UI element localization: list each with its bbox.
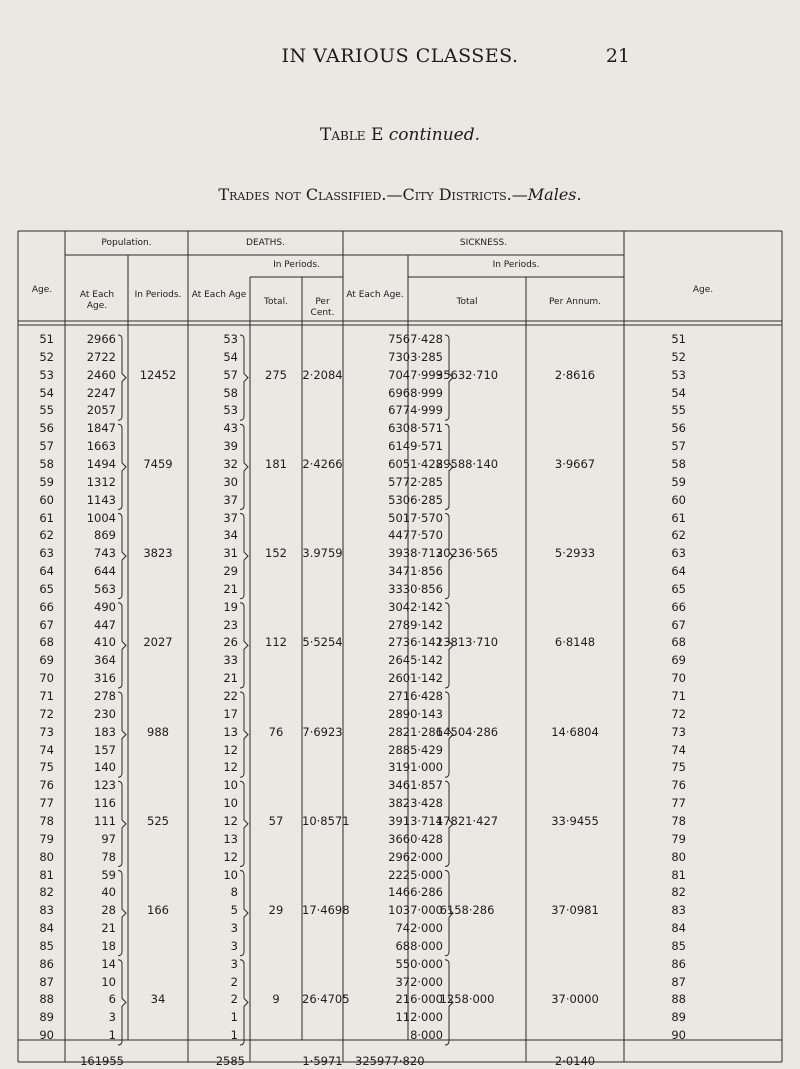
sickness-period-total-cell: 13813·710 bbox=[435, 635, 499, 650]
group-brace bbox=[240, 781, 248, 866]
sickness-cell: 7567·428 bbox=[388, 332, 443, 346]
age-right-cell: 68 bbox=[671, 635, 686, 650]
sickness-per-annum-cell: 37·0981 bbox=[551, 903, 599, 918]
sickness-cell: 2736·142 bbox=[388, 635, 443, 650]
age-right-cell: 61 bbox=[671, 510, 686, 525]
age-cell: 84 bbox=[39, 921, 54, 936]
age-cell: 79 bbox=[39, 831, 54, 846]
sickness-cell: 688·000 bbox=[395, 938, 443, 953]
age-cell: 73 bbox=[39, 724, 54, 739]
sickness-cell: 216·000 bbox=[395, 992, 443, 1007]
population-cell: 278 bbox=[94, 689, 116, 703]
population-period-cell: 7459 bbox=[143, 456, 173, 471]
population-cell: 230 bbox=[94, 706, 116, 721]
deaths-cell: 2 bbox=[230, 992, 238, 1007]
age-cell: 65 bbox=[39, 581, 54, 596]
age-cell: 62 bbox=[39, 528, 54, 543]
age-cell: 58 bbox=[39, 456, 54, 471]
age-cell: 54 bbox=[39, 385, 54, 400]
age-cell: 53 bbox=[39, 367, 54, 382]
population-cell: 563 bbox=[94, 581, 116, 596]
group-brace bbox=[118, 603, 126, 688]
deaths-cell: 29 bbox=[223, 564, 238, 579]
population-cell: 1847 bbox=[86, 421, 116, 436]
age-right-cell: 85 bbox=[671, 938, 686, 953]
age-right-cell: 74 bbox=[671, 742, 686, 757]
deaths-cell: 3 bbox=[230, 956, 238, 971]
population-cell: 140 bbox=[94, 760, 116, 775]
sickness-cell: 2789·142 bbox=[388, 617, 443, 632]
header-deaths-per-cent: Per Cent. bbox=[310, 297, 335, 318]
header-sick-per-annum: Per Annum. bbox=[548, 297, 602, 307]
deaths-cell: 21 bbox=[223, 671, 238, 686]
group-brace bbox=[118, 960, 126, 1045]
deaths-cell: 5 bbox=[230, 903, 238, 918]
deaths-cell: 33 bbox=[223, 653, 238, 668]
total-sick-per-annum: 2·0140 bbox=[554, 1054, 596, 1068]
age-right-cell: 58 bbox=[671, 456, 686, 471]
group-brace bbox=[118, 781, 126, 866]
sickness-cell: 2225·000 bbox=[388, 867, 443, 882]
sickness-per-annum-cell: 3·9667 bbox=[554, 456, 596, 471]
sickness-cell: 5772·285 bbox=[388, 474, 443, 489]
deaths-cell: 17 bbox=[223, 706, 238, 721]
deaths-cell: 43 bbox=[223, 421, 238, 436]
age-right-cell: 72 bbox=[671, 706, 686, 721]
deaths-period-total-cell: 275 bbox=[265, 367, 287, 382]
age-right-cell: 62 bbox=[671, 528, 686, 543]
deaths-cell: 2 bbox=[230, 974, 238, 989]
header-population: Population. bbox=[101, 238, 152, 248]
deaths-cell: 21 bbox=[223, 581, 238, 596]
sickness-cell: 6051·428 bbox=[388, 456, 443, 471]
running-head-title: IN VARIOUS CLASSES. bbox=[281, 45, 519, 67]
age-right-cell: 55 bbox=[671, 403, 686, 418]
deaths-cell: 58 bbox=[223, 385, 238, 400]
age-right-cell: 67 bbox=[671, 617, 686, 632]
group-brace bbox=[240, 335, 248, 420]
sickness-cell: 112·000 bbox=[395, 1010, 443, 1025]
age-cell: 83 bbox=[39, 903, 54, 918]
sickness-per-annum-cell: 33·9455 bbox=[551, 813, 599, 828]
header-pop-in-periods: In Periods. bbox=[134, 290, 182, 300]
age-right-cell: 56 bbox=[671, 421, 686, 436]
age-right-cell: 71 bbox=[671, 689, 686, 703]
header-pop-at-each-age: At Each Age. bbox=[79, 290, 115, 311]
group-brace bbox=[240, 960, 248, 1045]
deaths-period-total-cell: 112 bbox=[265, 635, 287, 650]
age-right-cell: 65 bbox=[671, 581, 686, 596]
age-right-cell: 77 bbox=[671, 796, 686, 811]
sickness-cell: 6308·571 bbox=[388, 421, 443, 436]
sickness-cell: 7047·999 bbox=[388, 367, 443, 382]
header-age: Age. bbox=[31, 285, 53, 295]
table-title-suffix: continued. bbox=[388, 125, 480, 145]
deaths-period-total-cell: 57 bbox=[268, 813, 284, 828]
deaths-cell: 30 bbox=[223, 474, 238, 489]
deaths-cell: 26 bbox=[223, 635, 238, 650]
group-brace bbox=[118, 424, 126, 509]
age-cell: 57 bbox=[39, 439, 54, 454]
population-cell: 2722 bbox=[86, 349, 116, 364]
sickness-cell: 3938·713 bbox=[388, 546, 443, 561]
sickness-per-annum-cell: 2·8616 bbox=[554, 367, 596, 382]
population-cell: 59 bbox=[101, 867, 116, 882]
population-cell: 1312 bbox=[86, 474, 116, 489]
age-cell: 81 bbox=[39, 867, 54, 882]
age-right-cell: 69 bbox=[671, 653, 686, 668]
age-right-cell: 82 bbox=[671, 885, 686, 900]
deaths-cell: 1 bbox=[230, 1028, 238, 1043]
total-deaths-per-cent: 1·5971 bbox=[302, 1054, 343, 1068]
table-title bbox=[0, 125, 800, 145]
age-right-cell: 73 bbox=[671, 724, 686, 739]
sickness-cell: 372·000 bbox=[395, 974, 443, 989]
age-cell: 69 bbox=[39, 653, 54, 668]
age-right-cell: 83 bbox=[671, 903, 686, 918]
population-cell: 116 bbox=[94, 796, 116, 811]
sickness-cell: 742·000 bbox=[395, 921, 443, 936]
group-brace bbox=[240, 603, 248, 688]
deaths-cell: 1 bbox=[230, 1010, 238, 1025]
deaths-cell: 23 bbox=[223, 617, 238, 632]
age-cell: 90 bbox=[39, 1028, 54, 1043]
deaths-cell: 12 bbox=[223, 742, 238, 757]
age-cell: 75 bbox=[39, 760, 54, 775]
population-cell: 316 bbox=[94, 671, 116, 686]
sickness-per-annum-cell: 5·2933 bbox=[554, 546, 596, 561]
deaths-per-cent-cell: 17·4698 bbox=[302, 903, 350, 918]
deaths-period-total-cell: 76 bbox=[268, 724, 284, 739]
age-cell: 71 bbox=[39, 689, 54, 703]
sickness-per-annum-cell: 6·8148 bbox=[554, 635, 596, 650]
header-sickness: SICKNESS. bbox=[459, 238, 508, 248]
sickness-cell: 3461·857 bbox=[388, 778, 443, 793]
deaths-cell: 39 bbox=[223, 439, 238, 454]
age-cell: 67 bbox=[39, 617, 54, 632]
population-cell: 364 bbox=[94, 653, 116, 668]
age-cell: 77 bbox=[39, 796, 54, 811]
deaths-cell: 10 bbox=[223, 778, 238, 793]
age-cell: 88 bbox=[39, 992, 54, 1007]
population-cell: 28 bbox=[101, 903, 116, 918]
age-right-cell: 70 bbox=[671, 671, 686, 686]
age-cell: 51 bbox=[39, 332, 54, 346]
population-cell: 183 bbox=[94, 724, 116, 739]
sickness-period-total-cell: 14504·286 bbox=[435, 724, 499, 739]
population-cell: 410 bbox=[94, 635, 116, 650]
population-cell: 2247 bbox=[86, 385, 116, 400]
deaths-cell: 19 bbox=[223, 599, 238, 614]
age-right-cell: 89 bbox=[671, 1010, 686, 1025]
sickness-cell: 3913·714 bbox=[388, 813, 443, 828]
sickness-cell: 3330·856 bbox=[388, 581, 443, 596]
population-period-cell: 2027 bbox=[143, 635, 173, 650]
group-brace bbox=[118, 871, 126, 956]
population-cell: 123 bbox=[94, 778, 116, 793]
group-brace bbox=[118, 335, 126, 420]
deaths-cell: 31 bbox=[223, 546, 238, 561]
deaths-period-total-cell: 152 bbox=[265, 546, 287, 561]
age-cell: 87 bbox=[39, 974, 54, 989]
population-cell: 2057 bbox=[86, 403, 116, 418]
sickness-per-annum-cell: 37·0000 bbox=[551, 992, 599, 1007]
deaths-per-cent-cell: 10·8571 bbox=[302, 813, 350, 828]
deaths-cell: 37 bbox=[223, 510, 238, 525]
deaths-cell: 22 bbox=[223, 689, 238, 703]
header-age-right: Age. bbox=[692, 285, 714, 295]
group-brace bbox=[240, 514, 248, 599]
header-sick-in-periods: In Periods. bbox=[492, 260, 540, 270]
group-brace bbox=[240, 871, 248, 956]
age-cell: 89 bbox=[39, 1010, 54, 1025]
age-cell: 80 bbox=[39, 849, 54, 864]
population-cell: 1 bbox=[108, 1028, 116, 1043]
age-right-cell: 80 bbox=[671, 849, 686, 864]
deaths-cell: 12 bbox=[223, 813, 238, 828]
age-right-cell: 88 bbox=[671, 992, 686, 1007]
deaths-cell: 12 bbox=[223, 760, 238, 775]
sickness-cell: 2821·286 bbox=[388, 724, 443, 739]
age-right-cell: 75 bbox=[671, 760, 686, 775]
age-right-cell: 79 bbox=[671, 831, 686, 846]
header-deaths-at-each-age: At Each Age bbox=[191, 290, 247, 300]
age-cell: 64 bbox=[39, 564, 54, 579]
sickness-cell: 550·000 bbox=[395, 956, 443, 971]
deaths-cell: 8 bbox=[230, 885, 238, 900]
deaths-per-cent-cell: 5·5254 bbox=[302, 635, 343, 650]
age-cell: 55 bbox=[39, 403, 54, 418]
sickness-period-total-cell: 20236·565 bbox=[435, 546, 499, 561]
sickness-cell: 3191·000 bbox=[388, 760, 443, 775]
header-sick-total: Total bbox=[456, 297, 478, 307]
age-cell: 59 bbox=[39, 474, 54, 489]
deaths-per-cent-cell: 7·6923 bbox=[302, 724, 343, 739]
population-cell: 157 bbox=[94, 742, 116, 757]
age-cell: 86 bbox=[39, 956, 54, 971]
deaths-period-total-cell: 9 bbox=[272, 992, 280, 1007]
age-cell: 78 bbox=[39, 813, 54, 828]
sickness-cell: 1466·286 bbox=[388, 885, 443, 900]
age-right-cell: 84 bbox=[671, 921, 686, 936]
sickness-cell: 2716·428 bbox=[388, 689, 443, 703]
deaths-cell: 53 bbox=[223, 403, 238, 418]
sickness-period-total-cell: 17821·427 bbox=[435, 813, 499, 828]
population-period-cell: 12452 bbox=[139, 367, 177, 382]
age-right-cell: 87 bbox=[671, 974, 686, 989]
population-cell: 18 bbox=[101, 938, 116, 953]
age-right-cell: 52 bbox=[671, 349, 686, 364]
age-cell: 60 bbox=[39, 492, 54, 507]
age-cell: 74 bbox=[39, 742, 54, 757]
sickness-period-total-cell: 29588·140 bbox=[435, 456, 499, 471]
deaths-per-cent-cell: 3.9759 bbox=[302, 546, 343, 561]
sickness-cell: 2890·143 bbox=[388, 706, 443, 721]
age-cell: 68 bbox=[39, 635, 54, 650]
deaths-cell: 57 bbox=[223, 367, 238, 382]
age-cell: 82 bbox=[39, 885, 54, 900]
deaths-cell: 34 bbox=[223, 528, 238, 543]
total-sickness: 325977·820 bbox=[355, 1054, 425, 1068]
subtitle-males: Males. bbox=[527, 185, 582, 204]
population-cell: 10 bbox=[101, 974, 116, 989]
age-right-cell: 63 bbox=[671, 546, 686, 561]
sickness-period-total-cell: 35632·710 bbox=[435, 367, 499, 382]
age-right-cell: 60 bbox=[671, 492, 686, 507]
population-cell: 6 bbox=[108, 992, 116, 1007]
group-brace bbox=[240, 692, 248, 777]
age-right-cell: 53 bbox=[671, 367, 686, 382]
deaths-period-total-cell: 29 bbox=[268, 903, 284, 918]
group-brace bbox=[118, 692, 126, 777]
total-population: 161955 bbox=[80, 1054, 124, 1068]
deaths-cell: 32 bbox=[223, 456, 238, 471]
population-cell: 2460 bbox=[86, 367, 116, 382]
population-period-cell: 34 bbox=[150, 992, 166, 1007]
age-right-cell: 81 bbox=[671, 867, 686, 882]
sickness-cell: 3660·428 bbox=[388, 831, 443, 846]
sickness-cell: 2885·429 bbox=[388, 742, 443, 757]
sickness-cell: 5306·285 bbox=[388, 492, 443, 507]
population-cell: 2966 bbox=[86, 332, 116, 346]
table-subtitle bbox=[0, 185, 800, 204]
age-cell: 56 bbox=[39, 421, 54, 436]
header-sick-at-each-age: At Each Age. bbox=[346, 290, 404, 300]
sickness-cell: 1037·000 bbox=[388, 903, 443, 918]
age-cell: 66 bbox=[39, 599, 54, 614]
age-right-cell: 57 bbox=[671, 439, 686, 454]
deaths-cell: 54 bbox=[223, 349, 238, 364]
sickness-cell: 2601·142 bbox=[388, 671, 443, 686]
age-cell: 72 bbox=[39, 706, 54, 721]
age-right-cell: 64 bbox=[671, 564, 686, 579]
group-brace bbox=[240, 424, 248, 509]
running-head bbox=[0, 45, 800, 75]
population-cell: 1004 bbox=[86, 510, 116, 525]
age-right-cell: 59 bbox=[671, 474, 686, 489]
sickness-per-annum-cell: 14·6804 bbox=[551, 724, 599, 739]
age-right-cell: 90 bbox=[671, 1028, 686, 1043]
age-cell: 76 bbox=[39, 778, 54, 793]
population-cell: 869 bbox=[94, 528, 116, 543]
age-cell: 52 bbox=[39, 349, 54, 364]
sickness-period-total-cell: 6158·286 bbox=[439, 903, 495, 918]
sickness-cell: 4477·570 bbox=[388, 528, 443, 543]
deaths-cell: 13 bbox=[223, 831, 238, 846]
group-brace bbox=[118, 514, 126, 599]
sickness-cell: 6968·999 bbox=[388, 385, 443, 400]
age-right-cell: 78 bbox=[671, 813, 686, 828]
age-cell: 61 bbox=[39, 510, 54, 525]
population-cell: 1494 bbox=[86, 456, 116, 471]
deaths-cell: 37 bbox=[223, 492, 238, 507]
deaths-cell: 3 bbox=[230, 938, 238, 953]
population-period-cell: 3823 bbox=[143, 546, 173, 561]
deaths-cell: 10 bbox=[223, 796, 238, 811]
header-deaths: DEATHS. bbox=[246, 238, 285, 248]
deaths-per-cent-cell: 2·4266 bbox=[302, 456, 343, 471]
deaths-cell: 13 bbox=[223, 724, 238, 739]
table-title-prefix: Table E bbox=[320, 125, 384, 145]
population-cell: 1143 bbox=[86, 492, 116, 507]
sickness-cell: 6774·999 bbox=[388, 403, 443, 418]
deaths-cell: 3 bbox=[230, 921, 238, 936]
age-right-cell: 54 bbox=[671, 385, 686, 400]
population-period-cell: 988 bbox=[147, 724, 169, 739]
population-cell: 743 bbox=[94, 546, 116, 561]
population-cell: 97 bbox=[101, 831, 116, 846]
sickness-cell: 7303·285 bbox=[388, 349, 443, 364]
population-cell: 447 bbox=[94, 617, 116, 632]
age-cell: 70 bbox=[39, 671, 54, 686]
sickness-period-total-cell: 1258·000 bbox=[439, 992, 495, 1007]
deaths-per-cent-cell: 2·2084 bbox=[302, 367, 343, 382]
age-cell: 63 bbox=[39, 546, 54, 561]
deaths-cell: 53 bbox=[223, 332, 238, 346]
age-right-cell: 86 bbox=[671, 956, 686, 971]
sickness-cell: 2962·000 bbox=[388, 849, 443, 864]
population-cell: 490 bbox=[94, 599, 116, 614]
sickness-cell: 6149·571 bbox=[388, 439, 443, 454]
age-right-cell: 51 bbox=[671, 332, 686, 346]
page-number: 21 bbox=[605, 45, 630, 67]
sickness-cell: 3471·856 bbox=[388, 564, 443, 579]
sickness-cell: 2645·142 bbox=[388, 653, 443, 668]
population-cell: 644 bbox=[94, 564, 116, 579]
population-cell: 1663 bbox=[86, 439, 116, 454]
header-deaths-in-periods: In Periods. bbox=[273, 260, 320, 270]
age-cell: 85 bbox=[39, 938, 54, 953]
header-deaths-total: Total. bbox=[264, 297, 288, 307]
deaths-cell: 12 bbox=[223, 849, 238, 864]
sickness-cell: 3042·142 bbox=[388, 599, 443, 614]
deaths-per-cent-cell: 26·4705 bbox=[302, 992, 350, 1007]
population-cell: 111 bbox=[94, 813, 116, 828]
deaths-period-total-cell: 181 bbox=[265, 456, 287, 471]
population-cell: 21 bbox=[101, 921, 116, 936]
deaths-cell: 10 bbox=[223, 867, 238, 882]
population-period-cell: 525 bbox=[147, 813, 169, 828]
total-deaths: 2585 bbox=[215, 1054, 245, 1068]
sickness-cell: 8·000 bbox=[410, 1028, 443, 1043]
population-cell: 14 bbox=[101, 956, 116, 971]
population-cell: 3 bbox=[108, 1010, 116, 1025]
population-period-cell: 166 bbox=[147, 903, 169, 918]
age-right-cell: 66 bbox=[671, 599, 686, 614]
sickness-cell: 5017·570 bbox=[388, 510, 443, 525]
population-cell: 78 bbox=[101, 849, 116, 864]
population-cell: 40 bbox=[101, 885, 116, 900]
age-right-cell: 76 bbox=[671, 778, 686, 793]
sickness-cell: 3823·428 bbox=[388, 796, 443, 811]
subtitle-text: Trades not Classified.—City Districts.— bbox=[218, 185, 528, 204]
